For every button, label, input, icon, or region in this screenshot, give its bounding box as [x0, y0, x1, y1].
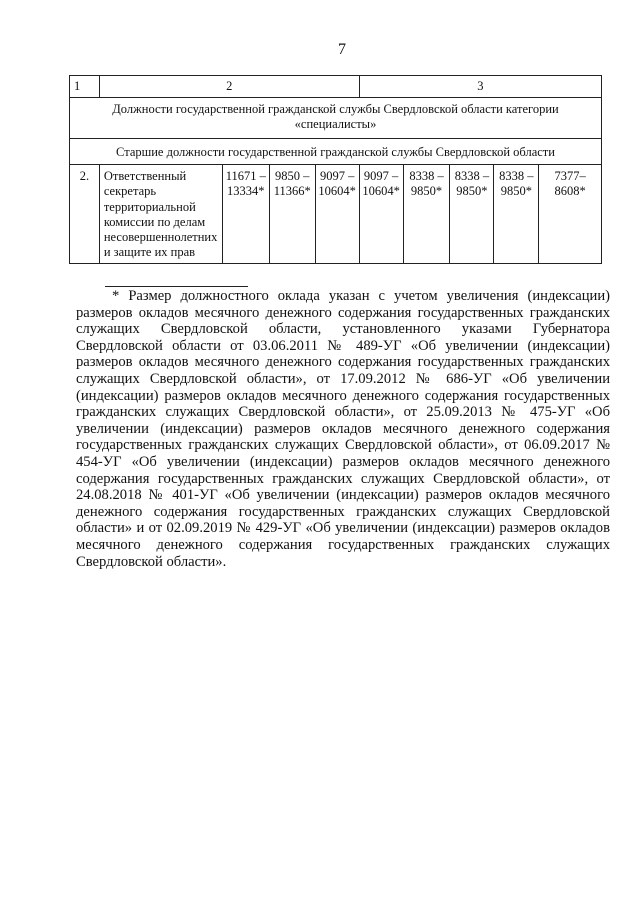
salary-cell — [450, 165, 494, 264]
salary-value-from: 7377– — [554, 169, 586, 183]
salary-value-to: 10604* — [318, 184, 356, 198]
salary-cell — [494, 165, 539, 264]
salary-value-from: 11671 – — [225, 169, 266, 183]
footnote-divider — [105, 286, 248, 287]
subsection-row — [70, 139, 602, 165]
page-number: 7 — [338, 41, 346, 58]
salary-cell — [359, 165, 403, 264]
salary-cell — [403, 165, 450, 264]
salary-value-to: 9850* — [410, 184, 443, 198]
salary-value-to: 9850* — [456, 184, 488, 198]
header-col-2: 2 — [99, 76, 359, 98]
salary-cell — [315, 165, 359, 264]
salary-value-to: 10604* — [362, 184, 400, 198]
section-row — [70, 98, 602, 139]
salary-value-from: 8338 – — [454, 169, 490, 183]
subsection-title: Старшие должности государственной гражданской службы Свердловской области — [70, 139, 602, 165]
salary-value-to: 11366* — [273, 184, 311, 198]
salary-cell — [269, 165, 315, 264]
salary-value-to: 8608* — [554, 184, 586, 198]
header-col-3: 3 — [359, 76, 601, 98]
salary-cell — [222, 165, 269, 264]
row-number: 2. — [70, 165, 100, 264]
footnote-text: * Размер должностного оклада указан с учетом увеличения (индексации) размеров окладов месячного денежного содержания государственных гражданских служащих Свердловской области, установленного указами Губернатора Свердловской области от 03.06.2011 № 489-УГ «Об увеличении (индексации) размеров окладов месячного денежного содержания государственных гражданских служащих Свердловской области», от 17.09.2012 № 686-УГ «Об увеличении (индексации) размеров окладов месячного денежного содержания государственных гражданских служащих Свердловской области», от 25.09.2013 № 475-УГ «Об увеличении (индексации) размеров окладов месячного денежного содержания государственных гражданских служащих Свердловской области», от 06.09.2017 № 454-УГ «Об увеличении (индексации) размеров окладов месячного денежного содержания государственных гражданских служащих Свердловской области», от 24.08.2018 № 401-УГ «Об увеличении (индексации) размеров окладов месячного денежного содержания государственных гражданских служащих Свердловской области» и от 02.09.2019 № 429-УГ «Об увеличении (индексации) размеров окладов месячного денежного содержания государственных гражданских служащих Свердловской области». — [76, 288, 610, 570]
salary-value-from: 8338 – — [499, 169, 534, 183]
section-title: Должности государственной гражданской службы Свердловской области категории «специалисты» — [70, 98, 602, 139]
position-name: Ответственный секретарь территориальной комиссии по делам несовершеннолетних и защите их прав — [99, 165, 222, 264]
salary-cell — [539, 165, 602, 264]
salary-value-to: 13334* — [227, 184, 265, 198]
salary-table — [69, 75, 602, 264]
salary-value-from: 9850 – — [275, 169, 310, 183]
footnote — [76, 288, 610, 570]
salary-value-from: 9097 – — [319, 169, 355, 183]
salary-value-from: 8338 – — [409, 169, 444, 183]
table-header-row — [70, 76, 602, 98]
salary-value-to: 9850* — [500, 184, 532, 198]
salary-value-from: 9097 – — [363, 169, 399, 183]
header-col-1: 1 — [70, 76, 100, 98]
table-row — [70, 165, 602, 264]
